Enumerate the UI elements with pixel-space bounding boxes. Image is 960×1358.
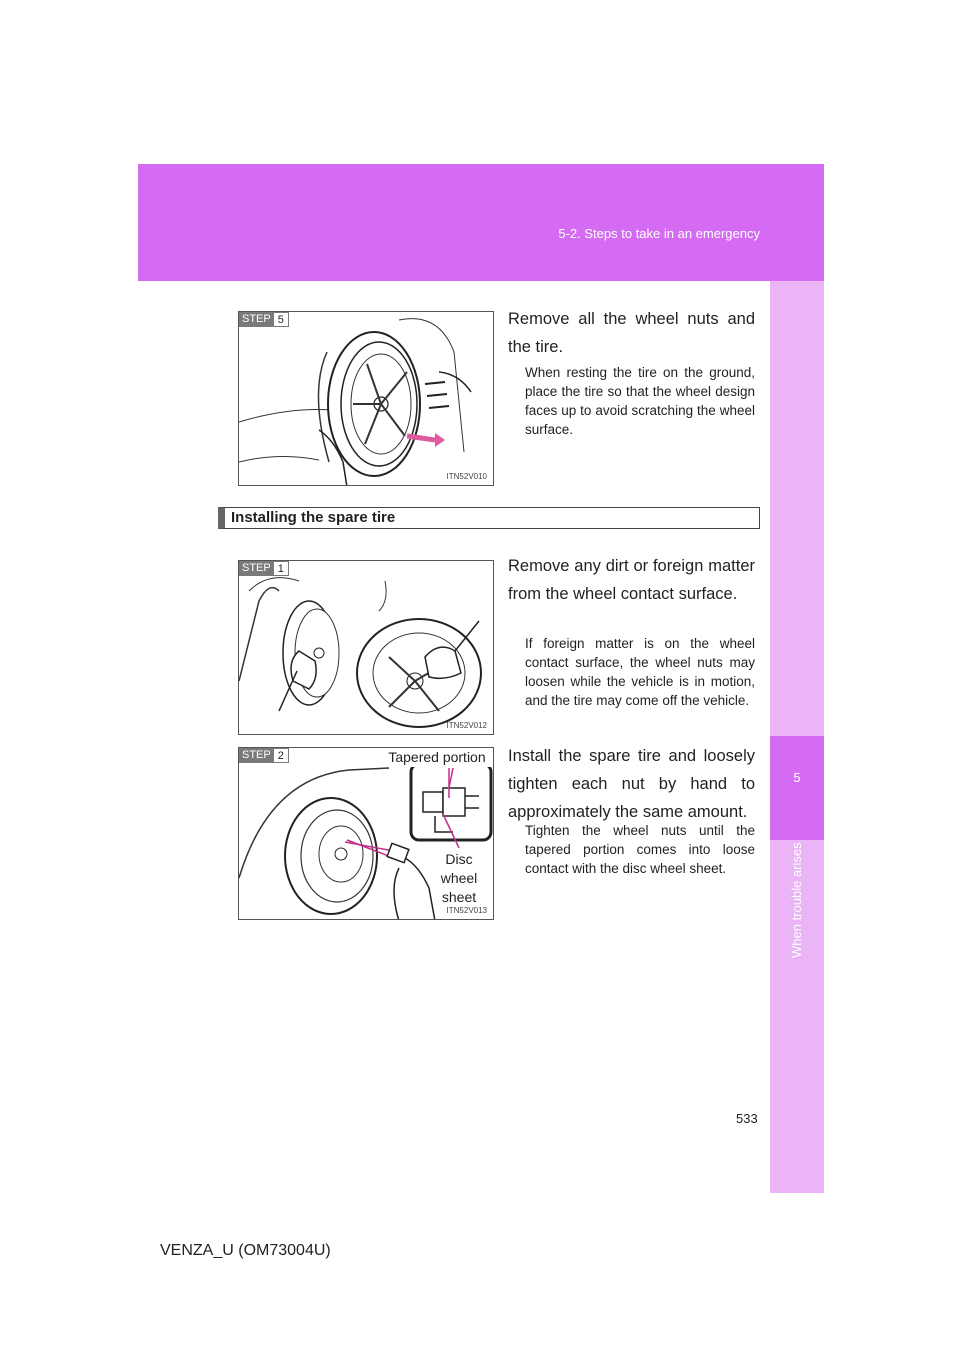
step1-badge <box>239 561 289 576</box>
section-title: 5-2. Steps to take in an emergency <box>558 226 760 241</box>
page-number: 533 <box>736 1111 758 1126</box>
step-label: STEP <box>239 748 274 763</box>
tapered-portion-callout: Tapered portion <box>379 748 494 767</box>
disc-wheel-sheet-callout: Disc wheel sheet <box>440 851 478 905</box>
step5-note: When resting the tire on the ground, place the tire so that the wheel design faces up to avoid scratching the wheel surface. <box>525 365 755 437</box>
step-number: 1 <box>274 561 289 576</box>
step5-badge <box>239 312 289 327</box>
chapter-label-wrap <box>770 840 824 960</box>
manual-code: VENZA_U (OM73004U) <box>160 1242 331 1259</box>
step-label: STEP <box>239 312 274 327</box>
wheel-removal-drawing <box>239 312 494 486</box>
figure-code: ITN52V012 <box>446 721 487 730</box>
step1-instruction: Remove any dirt or foreign matter from the wheel contact surface. <box>508 557 755 603</box>
step5-instruction: Remove all the wheel nuts and the tire. <box>508 310 755 356</box>
step5-illustration <box>238 311 494 486</box>
step-number: 5 <box>274 312 289 327</box>
chapter-label: When trouble arises <box>789 842 804 958</box>
step1-illustration <box>238 560 494 735</box>
figure-code: ITN52V013 <box>446 906 487 915</box>
step-number: 2 <box>274 748 289 763</box>
cleaning-hub-drawing <box>239 561 494 735</box>
chapter-header-band <box>138 164 824 281</box>
section-heading: Installing the spare tire <box>218 507 760 529</box>
step2-illustration <box>238 747 494 920</box>
chapter-number: 5 <box>793 770 801 785</box>
figure-code: ITN52V010 <box>446 472 487 481</box>
step2-badge <box>239 748 289 763</box>
step2-note: Tighten the wheel nuts until the tapered portion comes into loose contact with the disc wheel sheet. <box>525 823 755 876</box>
chapter-tab-marker <box>770 736 824 840</box>
step2-instruction: Install the spare tire and loosely tighten each nut by hand to approximately the same amount. <box>508 747 755 821</box>
step1-note: If foreign matter is on the wheel contact surface, the wheel nuts may loosen while the vehicle is in motion, and the tire may come off the vehicle. <box>525 636 755 708</box>
step-label: STEP <box>239 561 274 576</box>
